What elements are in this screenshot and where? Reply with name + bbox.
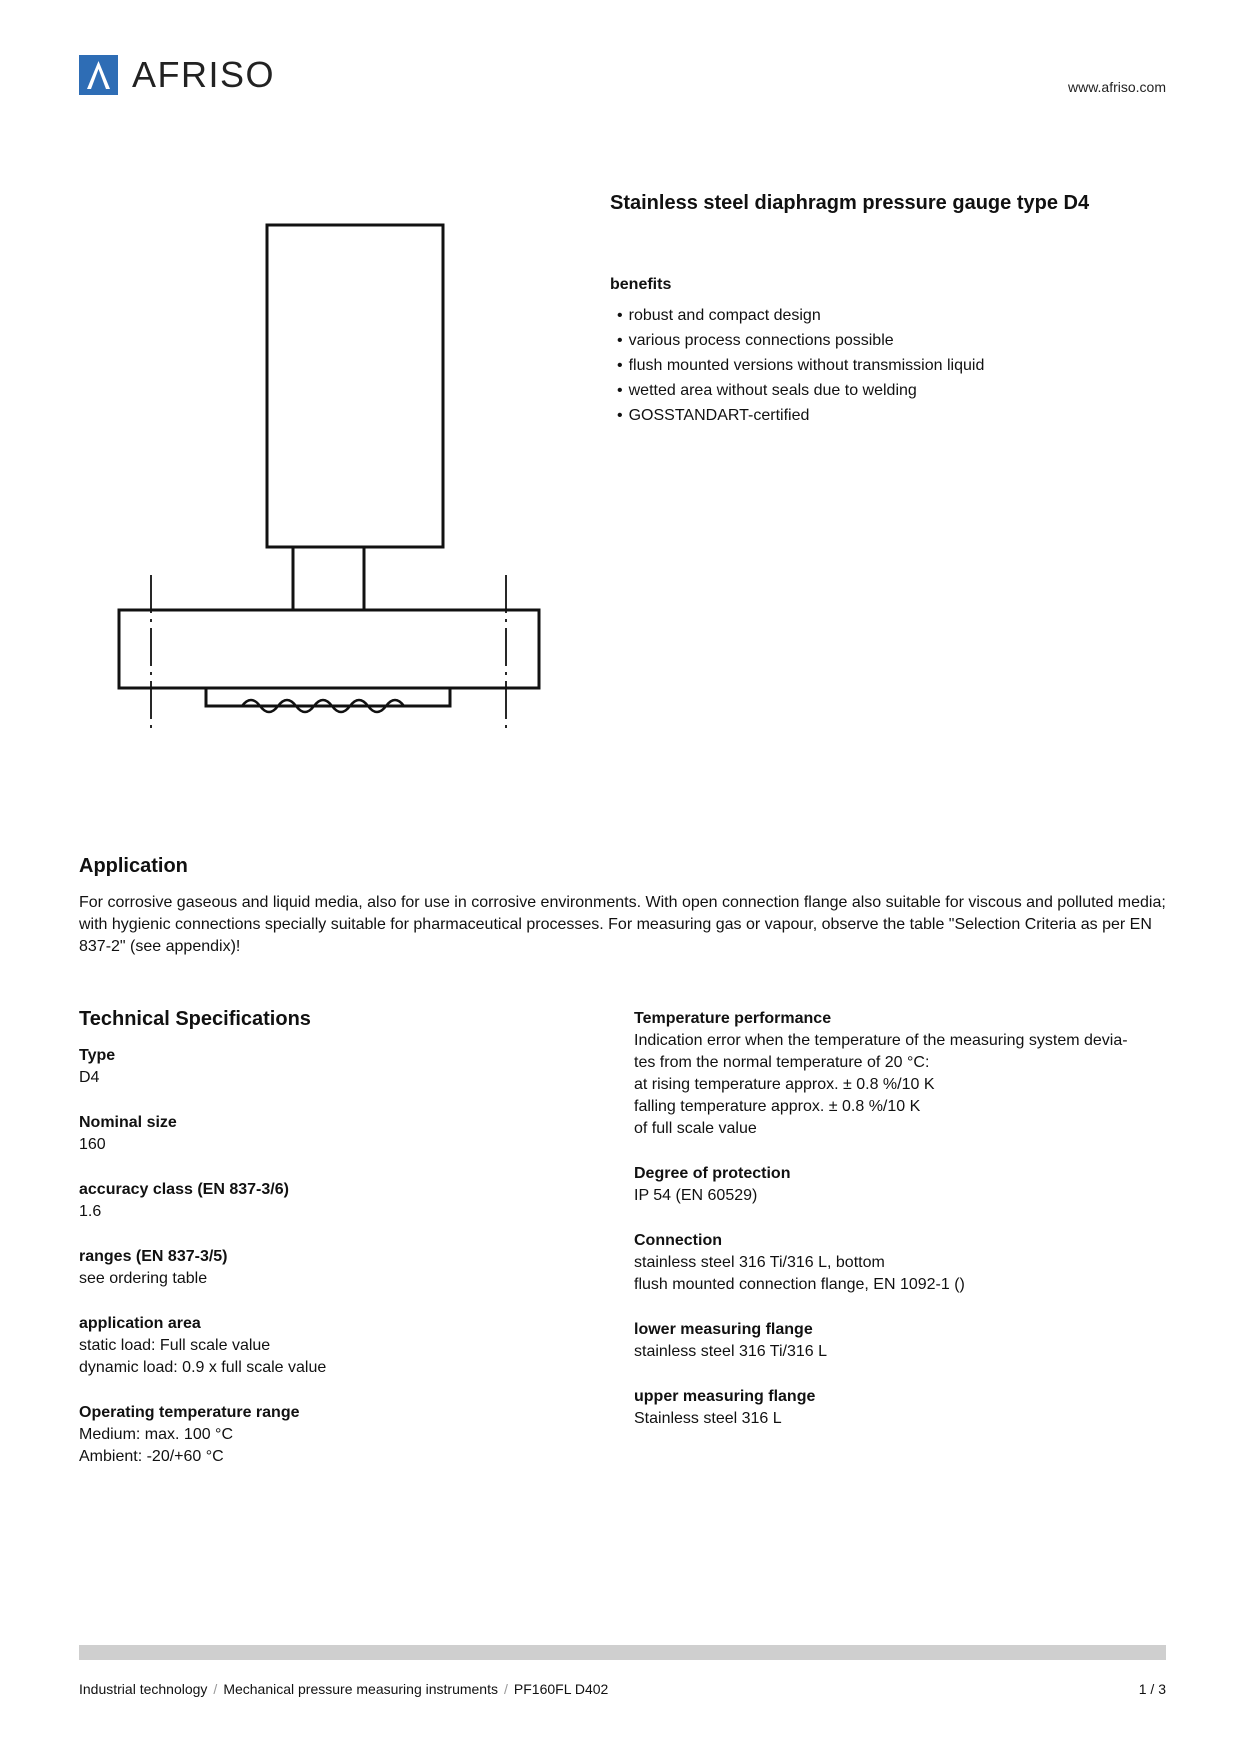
website-link[interactable]: www.afriso.com [1067, 79, 1166, 95]
benefits-heading: benefits [610, 276, 672, 293]
spec-accuracy-class: accuracy class (EN 837-3/6) 1.6 [79, 1181, 289, 1220]
spec-operating-temperature: Operating temperature range Medium: max. 100 °C Ambient: -20/+60 °C [79, 1404, 300, 1465]
breadcrumb-item[interactable]: Industrial technology [79, 1681, 208, 1697]
product-title: Stainless steel diaphragm pressure gauge type D4 [610, 192, 1090, 214]
application-section [79, 855, 1166, 958]
gauge-technical-drawing [110, 220, 550, 740]
breadcrumb-item: PF160FL D402 [513, 1681, 609, 1697]
benefits-list [610, 303, 1170, 428]
benefit-item: • GOSSTANDART-certified [617, 407, 810, 424]
afriso-logo-icon [79, 55, 118, 95]
spec-connection: Connection stainless steel 316 Ti/316 L, bottom flush mounted connection flange, EN 1092-1 () [634, 1232, 965, 1293]
breadcrumb-separator: / [504, 1681, 508, 1697]
benefits-section [610, 276, 1170, 428]
benefit-item: • robust and compact design [617, 307, 821, 324]
breadcrumb [79, 1681, 608, 1697]
spec-ranges: ranges (EN 837-3/5) see ordering table [79, 1248, 228, 1287]
breadcrumb-item[interactable]: Mechanical pressure measuring instruments [223, 1681, 498, 1697]
specs-heading: Technical Specifications [79, 1008, 311, 1030]
page-number: 1 / 3 [1138, 1681, 1166, 1697]
spec-type: Type D4 [79, 1047, 116, 1086]
specs-left-column [79, 1008, 599, 1491]
spec-lower-measuring-flange: lower measuring flange stainless steel 316 Ti/316 L [634, 1321, 828, 1360]
spec-temperature-performance: Temperature performance Indication error when the temperature of the measuring system devia- tes from the normal temperature of 20 °C: at rising temperature approx. ± 0.8 %/10 K falling temperature approx. ± 0.8 %/10 K of full scale value [634, 1010, 1128, 1137]
application-heading: Application [79, 855, 188, 877]
spec-application-area: application area static load: Full scale value dynamic load: 0.9 x full scale value [79, 1315, 327, 1376]
spec-nominal-size: Nominal size 160 [79, 1114, 177, 1153]
benefit-item: • flush mounted versions without transmission liquid [617, 357, 985, 374]
spec-upper-measuring-flange: upper measuring flange Stainless steel 316 L [634, 1388, 816, 1427]
benefit-item: • various process connections possible [617, 332, 894, 349]
page-footer [79, 1681, 1166, 1697]
benefit-item: • wetted area without seals due to welding [617, 382, 917, 399]
application-text: For corrosive gaseous and liquid media, also for use in corrosive environments. With open connection flange also suitable for viscous and polluted media; with hygienic connections specially suitable for pharmaceutical processes. For measuring gas or vapour, observe the table "Selection Criteria as per EN 837-2" (see appendix)! [79, 894, 1166, 955]
breadcrumb-separator: / [213, 1681, 218, 1697]
brand-name: AFRISO [132, 54, 276, 95]
brand-logo [79, 55, 275, 95]
spec-degree-of-protection: Degree of protection IP 54 (EN 60529) [634, 1165, 791, 1204]
specs-right-column [634, 1008, 1174, 1453]
footer-divider-bar [79, 1645, 1166, 1660]
